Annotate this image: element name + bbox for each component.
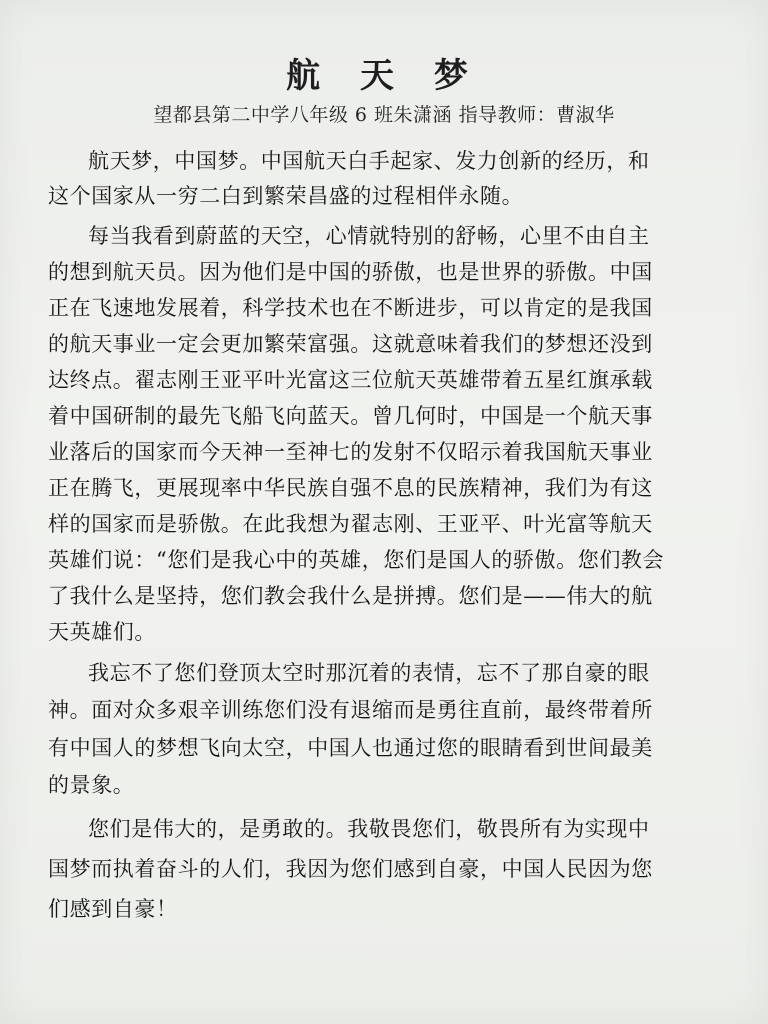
text-line: 航天梦，中国梦。中国航天白手起家、发力创新的经历，和	[88, 149, 650, 173]
text-line: 的景象。	[48, 773, 135, 797]
text-line: 您们是伟大的，是勇敢的。我敬畏您们，敬畏所有为实现中	[88, 817, 650, 841]
text-line: 天英雄们。	[48, 620, 156, 644]
author-byline: 望都县第二中学八年级 6 班朱潇涵 指导教师：曹淑华	[153, 104, 615, 126]
text-line: 正在飞速地发展着，科学技术也在不断进步，可以肯定的是我国	[48, 296, 653, 320]
text-line: 达终点。翟志刚王亚平叶光富这三位航天英雄带着五星红旗承载	[48, 368, 653, 392]
text-line: 这个国家从一穷二白到繁荣昌盛的过程相伴永随。	[48, 184, 524, 208]
text-line: 国梦而执着奋斗的人们，我因为您们感到自豪，中国人民因为您	[48, 857, 653, 881]
text-line: 们感到自豪！	[48, 897, 178, 921]
text-line: 有中国人的梦想飞向太空，中国人也通过您的眼睛看到世间最美	[48, 736, 653, 760]
text-line: 神。面对众多艰辛训练您们没有退缩而是勇往直前，最终带着所	[48, 698, 653, 722]
text-line: 了我什么是坚持，您们教会我什么是拼搏。您们是——伟大的航	[48, 584, 653, 608]
text-line: 正在腾飞，更展现率中华民族自强不息的民族精神，我们为有这	[48, 476, 653, 500]
text-line: 着中国研制的最先飞船飞向蓝天。曾几何时，中国是一个航天事	[48, 404, 653, 428]
page-title: 航 天 梦	[286, 56, 482, 96]
text-line: 的航天事业一定会更加繁荣富强。这就意味着我们的梦想还没到	[48, 332, 653, 356]
text-line: 样的国家而是骄傲。在此我想为翟志刚、王亚平、叶光富等航天	[48, 512, 653, 536]
text-line: 每当我看到蔚蓝的天空，心情就特别的舒畅，心里不由自主	[88, 224, 650, 248]
text-line: 我忘不了您们登顶太空时那沉着的表情，忘不了那自豪的眼	[88, 661, 650, 685]
text-line: 业落后的国家而今天神一至神七的发射不仅昭示着我国航天事业	[48, 440, 653, 464]
text-line: 英雄们说：“您们是我心中的英雄，您们是国人的骄傲。您们教会	[48, 548, 665, 572]
text-line: 的想到航天员。因为他们是中国的骄傲，也是世界的骄傲。中国	[48, 260, 653, 284]
